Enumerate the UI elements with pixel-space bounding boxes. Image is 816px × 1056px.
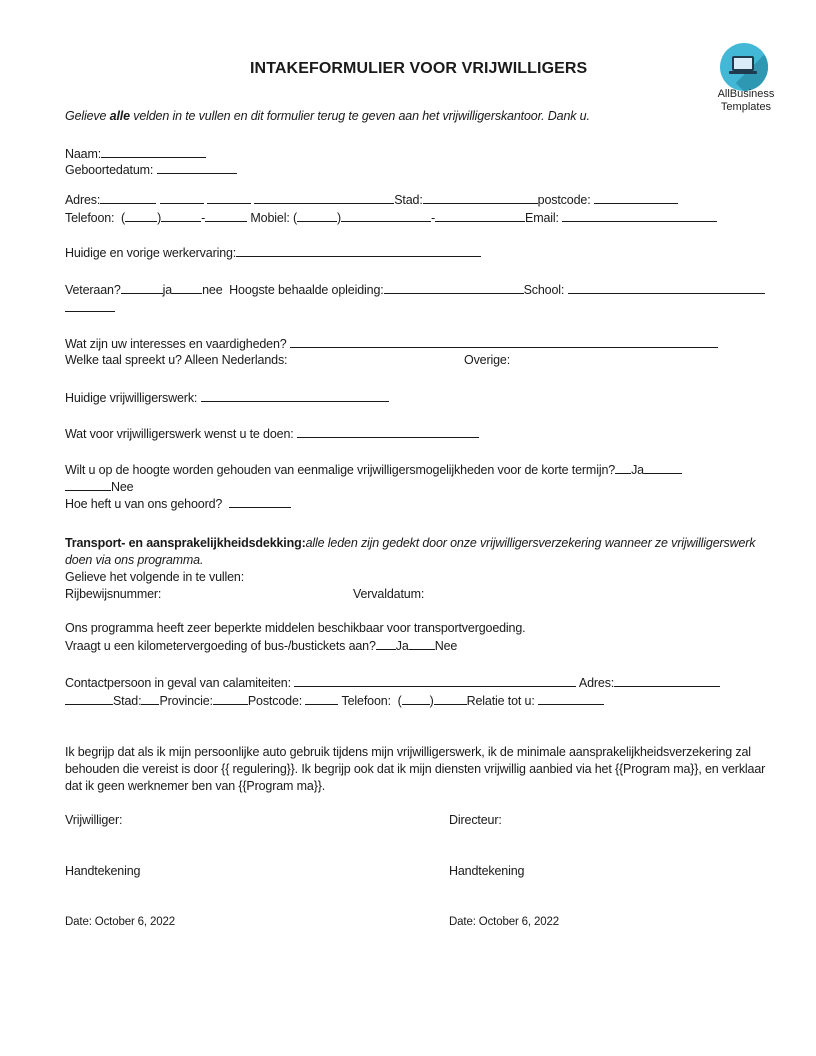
opleiding-field[interactable] bbox=[384, 281, 524, 294]
stad-label: Stad: bbox=[394, 193, 423, 207]
werkervaring-label: Huidige en vorige werkervaring: bbox=[65, 246, 237, 260]
contact-postcode-field[interactable] bbox=[305, 692, 338, 705]
director-date: Date: October 6, 2022 bbox=[449, 916, 560, 928]
korte-termijn-nee-field[interactable] bbox=[644, 461, 682, 474]
transport-note-2: doen via ons programma. bbox=[65, 553, 204, 567]
huidig-werk-label: Huidige vrijwilligerswerk: bbox=[65, 391, 198, 405]
school-continuation bbox=[65, 299, 115, 316]
korte-termijn-label: Wilt u op de hoogte worden gehouden van eenmalige vrijwilligersmogelijkheden voor de korte termijn? bbox=[65, 463, 616, 477]
transport-heading-row bbox=[65, 535, 755, 551]
intro-post: velden in te vullen en dit formulier terug te geven aan het vrijwilligerskantoor. Dank u. bbox=[129, 109, 590, 123]
stad-field[interactable] bbox=[423, 191, 538, 204]
gewenst-werk-field[interactable] bbox=[297, 425, 479, 438]
vervaldatum-label: Vervaldatum: bbox=[353, 587, 425, 601]
mobiel-number-field[interactable] bbox=[435, 209, 525, 222]
naam-row bbox=[65, 145, 206, 162]
korte-termijn-nee-row bbox=[65, 478, 133, 495]
telefoon-label: Telefoon: bbox=[65, 211, 115, 225]
opleiding-label: Hoogste behaalde opleiding: bbox=[229, 283, 384, 297]
paren-close: ) bbox=[337, 211, 342, 225]
interesses-field[interactable] bbox=[290, 335, 718, 348]
overige-row bbox=[464, 352, 510, 368]
werkervaring-field[interactable] bbox=[236, 244, 481, 257]
naam-field[interactable] bbox=[101, 145, 206, 158]
telefoon-row bbox=[65, 209, 717, 226]
korte-termijn-nee-label: Nee bbox=[111, 480, 134, 494]
contact-telefoon-area-field[interactable] bbox=[402, 692, 430, 705]
document-title: INTAKEFORMULIER VOOR VRIJWILLIGERS bbox=[250, 60, 588, 77]
postcode-label: postcode: bbox=[537, 193, 591, 207]
contact-label: Contactpersoon in geval van calamiteiten: bbox=[65, 676, 291, 690]
paren-close: ) bbox=[429, 694, 434, 708]
geboortedatum-label: Geboortedatum: bbox=[65, 163, 154, 177]
intro-bold: alle bbox=[109, 109, 130, 123]
dash: - bbox=[431, 211, 436, 225]
contact-provincie-label: Provincie: bbox=[159, 694, 213, 708]
naam-label: Naam: bbox=[65, 147, 102, 161]
mobiel-area-field[interactable] bbox=[297, 209, 337, 222]
transport-note-1: alle leden zijn gedekt door onze vrijwilligersverzekering wanneer ze vrijwilligerswerk bbox=[305, 536, 756, 550]
vergoeding-ja-field[interactable] bbox=[376, 637, 396, 650]
veteraan-ja-field[interactable] bbox=[121, 281, 163, 294]
vergoeding-row bbox=[65, 637, 457, 654]
adres-label: Adres: bbox=[65, 193, 101, 207]
korte-termijn-ja-field[interactable] bbox=[615, 461, 631, 474]
volunteer-date: Date: October 6, 2022 bbox=[65, 916, 176, 928]
gewenst-werk-label: Wat voor vrijwilligerswerk wenst u te doen: bbox=[65, 427, 294, 441]
school-label: School: bbox=[523, 283, 565, 297]
contact-field[interactable] bbox=[294, 674, 576, 687]
korte-termijn-ja-label: Ja bbox=[631, 463, 644, 477]
korte-termijn-row bbox=[65, 461, 682, 478]
email-label: Email: bbox=[525, 211, 559, 225]
geboortedatum-row bbox=[65, 161, 237, 178]
contact-telefoon-field[interactable] bbox=[434, 692, 467, 705]
contact-adres-label: Adres: bbox=[578, 676, 615, 690]
veteraan-row bbox=[65, 281, 765, 298]
contact-row bbox=[65, 674, 720, 691]
school-field[interactable] bbox=[568, 281, 765, 294]
vergoeding-label: Vraagt u een kilometervergoeding of bus-/bustickets aan? bbox=[65, 639, 376, 653]
intro-pre: Gelieve bbox=[65, 109, 110, 123]
agreement-line-3: dat ik geen werknemer ben van {{Program ma}}. bbox=[65, 779, 326, 793]
director-label: Directeur: bbox=[449, 813, 502, 827]
contact-adres-field[interactable] bbox=[614, 674, 720, 687]
laptop-icon bbox=[720, 43, 768, 91]
contact-telefoon-label: Telefoon: bbox=[341, 694, 391, 708]
veteraan-label: Veteraan? bbox=[65, 283, 121, 297]
vergoeding-nee-field[interactable] bbox=[409, 637, 435, 650]
adres-field-2[interactable] bbox=[160, 191, 204, 204]
vergoeding-nee-label: Nee bbox=[434, 639, 458, 653]
transport-budget: Ons programma heeft zeer beperkte middelen beschikbaar voor transportvergoeding. bbox=[65, 621, 526, 635]
paren-close: ) bbox=[157, 211, 162, 225]
paren-open: ( bbox=[397, 694, 402, 708]
paren-open: ( bbox=[293, 211, 298, 225]
telefoon-area-field[interactable] bbox=[125, 209, 157, 222]
interesses-row bbox=[65, 335, 718, 352]
taal-row bbox=[65, 352, 287, 368]
logo-text bbox=[708, 88, 784, 114]
adres-field-1[interactable] bbox=[100, 191, 156, 204]
huidig-werk-row bbox=[65, 389, 389, 406]
contact-postcode-label: Postcode: bbox=[247, 694, 303, 708]
contact-adres-field-2[interactable] bbox=[65, 692, 113, 705]
contact-stad-label: Stad: bbox=[113, 694, 142, 708]
volunteer-label: Vrijwilliger: bbox=[65, 813, 123, 827]
werkervaring-row bbox=[65, 244, 481, 261]
contact-row-2 bbox=[65, 692, 604, 709]
contact-stad-field[interactable] bbox=[141, 692, 159, 705]
interesses-label: Wat zijn uw interesses en vaardigheden? bbox=[65, 337, 287, 351]
gewenst-werk-row bbox=[65, 425, 479, 442]
volunteer-signature[interactable]: Handtekening bbox=[65, 864, 141, 878]
director-signature[interactable]: Handtekening bbox=[449, 864, 525, 878]
gehoord-label: Hoe heft u van ons gehoord? bbox=[65, 497, 223, 511]
gehoord-field[interactable] bbox=[229, 495, 291, 508]
dash: - bbox=[201, 211, 206, 225]
contact-relatie-field[interactable] bbox=[538, 692, 604, 705]
overige-label: Overige: bbox=[464, 353, 511, 367]
veteraan-nee-label: nee bbox=[202, 283, 223, 297]
vergoeding-ja-label: Ja bbox=[395, 639, 409, 653]
paren-open: ( bbox=[121, 211, 126, 225]
veteraan-nee-field[interactable] bbox=[172, 281, 202, 294]
veteraan-ja-label: ja bbox=[162, 283, 173, 297]
transport-heading: Transport- en aansprakelijkheidsdekking: bbox=[65, 536, 306, 550]
telefoon-number-field[interactable] bbox=[205, 209, 247, 222]
postcode-field[interactable] bbox=[594, 191, 678, 204]
adres-field-3[interactable] bbox=[207, 191, 251, 204]
telefoon-prefix-field[interactable] bbox=[161, 209, 201, 222]
mobiel-prefix-field[interactable] bbox=[341, 209, 431, 222]
rijbewijs-label: Rijbewijsnummer: bbox=[65, 587, 162, 601]
email-field[interactable] bbox=[562, 209, 717, 222]
adres-field-4[interactable] bbox=[254, 191, 394, 204]
contact-provincie-field[interactable] bbox=[213, 692, 248, 705]
contact-relatie-label: Relatie tot u: bbox=[466, 694, 535, 708]
logo-line-2: Templates bbox=[720, 101, 772, 113]
taal-label: Welke taal spreekt u? Alleen Nederlands: bbox=[65, 353, 288, 367]
korte-termijn-nee-field-2[interactable] bbox=[65, 478, 111, 491]
agreement-line-1: Ik begrijp dat als ik mijn persoonlijke auto gebruik tijdens mijn vrijwilligerswerk, ik de minimale aansprakelijkheidsverzekering zal bbox=[65, 745, 751, 759]
agreement-line-2: behouden die vereist is door {{ regulering}}. Ik begrijp ook dat ik mijn diensten vrijwillig aanbied via het {{Program ma}}, en verklaar bbox=[65, 762, 766, 776]
school-field-continued[interactable] bbox=[65, 299, 115, 312]
transport-fill: Gelieve het volgende in te vullen: bbox=[65, 570, 245, 584]
adres-row bbox=[65, 191, 678, 208]
logo-line-1: AllBusiness bbox=[717, 88, 775, 100]
intro-text bbox=[65, 108, 590, 124]
geboortedatum-field[interactable] bbox=[157, 161, 237, 174]
huidig-werk-field[interactable] bbox=[201, 389, 389, 402]
gehoord-row bbox=[65, 495, 291, 512]
mobiel-label: Mobiel: bbox=[250, 211, 290, 225]
